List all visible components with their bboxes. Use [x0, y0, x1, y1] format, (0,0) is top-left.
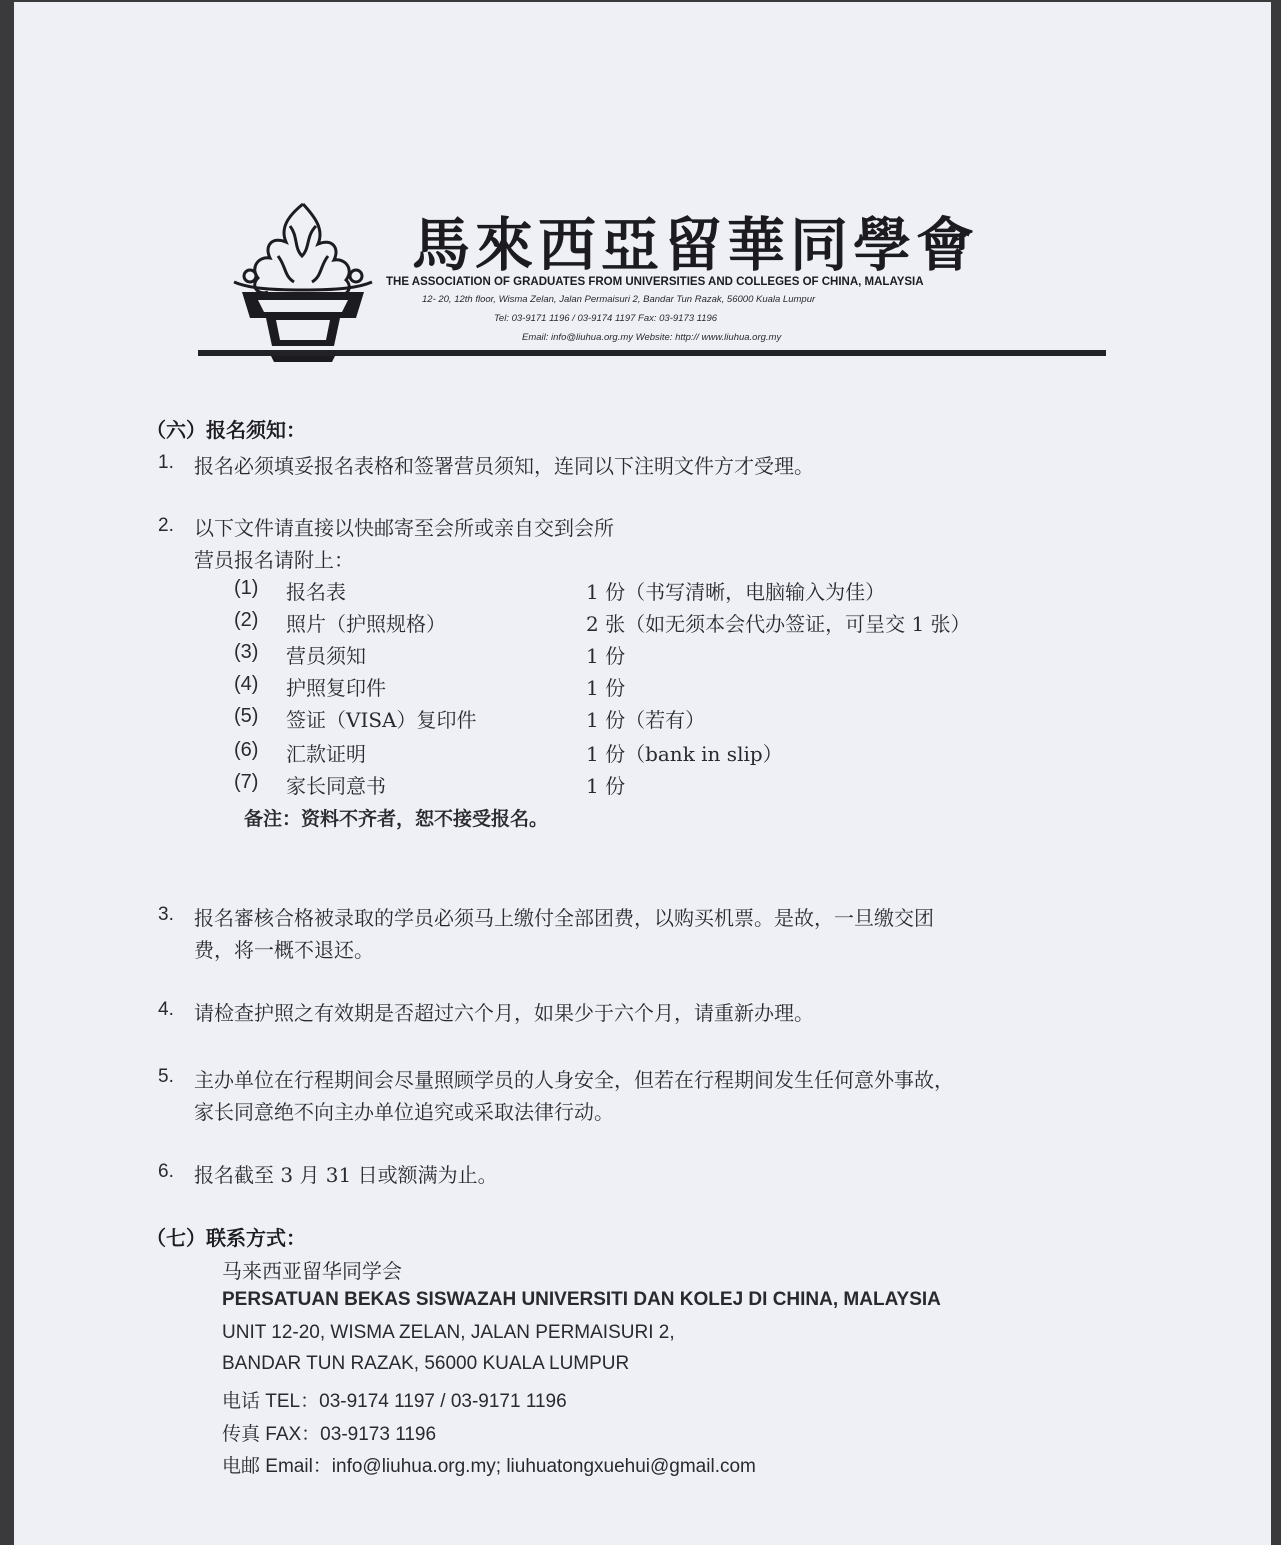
document-name: 汇款证明: [286, 742, 366, 766]
document-name: 报名表: [286, 580, 346, 604]
document-index: (4): [234, 673, 259, 695]
item-text: 主办单位在行程期间会尽量照顾学员的人身安全，但若在行程期间发生任何意外事故，: [194, 1068, 954, 1092]
item-text: 请检查护照之有效期是否超过六个月，如果少于六个月，请重新办理。: [194, 1001, 814, 1025]
document-name: 护照复印件: [286, 676, 386, 700]
contact-address-line-2: BANDAR TUN RAZAK, 56000 KUALA LUMPUR: [222, 1353, 630, 1374]
item-number: 2.: [158, 515, 174, 536]
document-quantity: 1 份（书写清晰，电脑输入为佳）: [586, 580, 886, 604]
document-index: (6): [234, 739, 259, 761]
document-quantity: 1 份（bank in slip）: [586, 742, 783, 766]
org-email: Email: info@liuhua.org.my Website: http:// www.liuhua.org.my: [522, 332, 782, 343]
document-index: (3): [234, 641, 259, 663]
document-quantity: 1 份（若有）: [586, 708, 706, 732]
document-quantity: 1 份: [586, 644, 626, 668]
document-name: 营员须知: [286, 644, 366, 668]
document-quantity: 1 份: [586, 774, 626, 798]
section-7-title: （七）联系方式：: [146, 1226, 306, 1250]
contact-fax: 传真 FAX：03-9173 1196: [222, 1424, 437, 1445]
document-name: 签证（VISA）复印件: [286, 708, 477, 732]
document-quantity: 1 份: [586, 676, 626, 700]
contact-email: 电邮 Email：info@liuhua.org.my; liuhuatongxuehui@gmail.com: [222, 1456, 756, 1477]
item-number: 6.: [158, 1161, 174, 1182]
org-name-chinese: 馬來西亞留華同學會: [412, 211, 980, 279]
documents-note: 备注：资料不齐者，恕不接受报名。: [244, 808, 549, 830]
item-text: 报名必须填妥报名表格和签署营员须知，连同以下注明文件方才受理。: [194, 454, 814, 478]
item-text: 营员报名请附上：: [194, 548, 354, 572]
contact-org-malay: PERSATUAN BEKAS SISWAZAH UNIVERSITI DAN KOLEJ DI CHINA, MALAYSIA: [222, 1289, 941, 1310]
item-text: 费，将一概不退还。: [194, 938, 374, 962]
contact-address-line-1: UNIT 12-20, WISMA ZELAN, JALAN PERMAISURI 2,: [222, 1322, 675, 1343]
item-text: 家长同意绝不向主办单位追究或采取法律行动。: [194, 1100, 614, 1124]
item-number: 5.: [158, 1066, 174, 1087]
document-index: (1): [234, 577, 259, 599]
association-logo: [228, 196, 378, 366]
document-index: (7): [234, 771, 259, 793]
letterhead-divider: [198, 350, 1106, 356]
item-text: 报名截至 3 月 31 日或额满为止。: [194, 1163, 498, 1187]
document-quantity: 2 张（如无须本会代办签证，可呈交 1 张）: [586, 612, 971, 636]
org-address: 12- 20, 12th floor, Wisma Zelan, Jalan Permaisuri 2, Bandar Tun Razak, 56000 Kuala Lumpur: [422, 294, 816, 305]
item-number: 1.: [158, 452, 174, 473]
org-phone: Tel: 03-9171 1196 / 03-9174 1197 Fax: 03-9173 1196: [494, 313, 718, 324]
document-index: (2): [234, 609, 259, 631]
contact-org-chinese: 马来西亚留华同学会: [222, 1259, 402, 1283]
org-name-english: THE ASSOCIATION OF GRADUATES FROM UNIVERSITIES AND COLLEGES OF CHINA, MALAYSIA: [386, 276, 924, 288]
item-text: 以下文件请直接以快邮寄至会所或亲自交到会所: [194, 516, 614, 540]
document-name: 照片（护照规格）: [286, 612, 446, 636]
document-name: 家长同意书: [286, 774, 386, 798]
section-6-title: （六）报名须知：: [146, 418, 306, 442]
item-number: 4.: [158, 999, 174, 1020]
contact-phone: 电话 TEL：03-9174 1197 / 03-9171 1196: [222, 1391, 567, 1412]
document-index: (5): [234, 705, 259, 727]
item-text: 报名審核合格被录取的学员必须马上缴付全部团费，以购买机票。是故，一旦缴交团: [194, 906, 934, 930]
item-number: 3.: [158, 904, 174, 925]
